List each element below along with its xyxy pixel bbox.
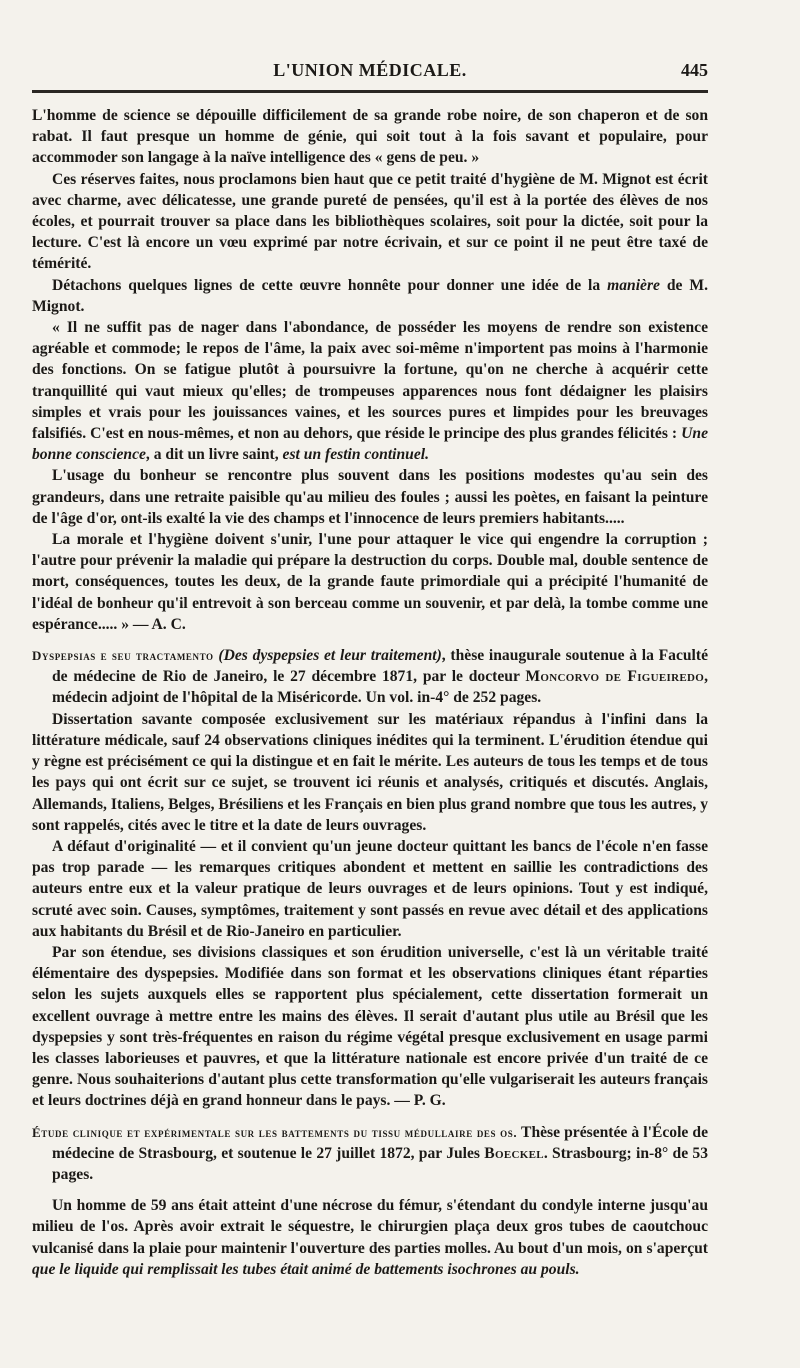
text: Détachons quelques lignes de cette œuvre honnête pour donner une idée de la [52,276,601,294]
text: , a dit un livre saint, [145,446,279,464]
review-title: Étude clinique et expérimentale sur les battements du tissu médullaire des os. [32,1124,518,1140]
review-heading [32,645,708,709]
paragraph: Ces réserves faites, nous proclamons bien haut que ce petit traité d'hygiène de M. Mignot est écrit avec charme, avec délicatesse, une grande pureté de pensées, qu'il est à la portée des élèves de nos écoles, et pourrait trouver sa place dans les bibliothèques scolaires, soit pour la dictée, soit pour la lecture. C'est là encore un vœu exprimé par notre écrivain, et sur ce point il ne peut être taxé de témérité. [32,170,708,273]
review-author: Moncorvo de Figueiredo [525,668,705,686]
page-number: 445 [681,60,708,80]
page-body [32,105,708,1280]
review-heading [32,1122,708,1186]
paragraph: Par son étendue, ses divisions classiques et son érudition universelle, c'est là un véritable traité élémentaire des dyspepsies. Modifiée dans son format et les observations cliniques étant réparties selon les sujets auxquels elles se rapportent plus spécialement, cette dissertation formerait un excellent ouvrage à mettre entre les mains des élèves. Il serait d'autant plus utile au Brésil que les dyspepsies y sont très-fréquentes en raison du régime végétal presque exclusivement en usage parmi les classes laborieuses et pauvres, et que la littérature nationale est encore privée d'un traité de ce genre. Nous souhaiterions d'autant plus cette transformation qu'elle vulgariserait les auteurs français et leurs doctrines déjà en grand honneur dans le pays. — P. G. [32,943,708,1110]
italic-text: est un festin continuel. [282,446,429,464]
text: . Strasbourg; in-8° de 53 pages. [52,1144,708,1183]
quotation-paragraph: L'usage du bonheur se rencontre plus souvent dans les positions modestes qu'au sein des grandeurs, dans une retraite paisible qu'au milieu des foules ; aussi les poètes, en faisant la peinture de l'âge d'or, ont-ils exalté la vie des champs et l'innocence de leurs premiers habitants..... [32,467,708,527]
text: Un homme de 59 ans était atteint d'une nécrose du fémur, s'étendant du condyle interne jusqu'au milieu de l'os. Après avoir extrait le séquestre, le chirurgien plaça deux gros tubes de caoutchouc vulcanisé dans la plaie pour maintenir l'ouverture des parties molles. Au bout d'un mois, on s'aperçut [32,1197,708,1257]
text: Thèse présentée à l'École de médecine de Strasbourg, et soutenue le 27 juillet 1872, par Jules [52,1123,708,1162]
italic-text: que le liquide qui remplissait les tubes était animé de battements isochrones au pouls. [32,1260,580,1278]
text: , thèse inaugurale soutenue à la Faculté de médecine de Rio de Janeiro, le 27 décembre 1871, par le docteur [52,647,708,686]
paragraph: A défaut d'originalité — et il convient qu'un jeune docteur quittant les bancs de l'école n'en fasse pas trop parade — les remarques critiques abondent et mettent en saillie les contradictions des auteurs entre eux et la valeur pratique de leurs ouvrages et de leurs opinions. Tout y est indiqué, scruté avec soin. Causes, symptômes, traitement y sont passés en revue avec détail et des applications aux habitants du Brésil et de Rio-Janeiro en particulier. [32,837,708,940]
quotation-paragraph: La morale et l'hygiène doivent s'unir, l'une pour attaquer le vice qui engendre la corruption ; l'autre pour prévenir la maladie qui prépare la destruction du corps. Double mal, double sentence de mort, conséquences, toutes les deux, de la grande faute primordiale qui a précipité l'humanité de l'idéal de bonheur qu'il entrevoit à son berceau comme un souvenir, et par delà, la tombe comme une espérance..... » — A. C. [32,531,708,633]
running-title: L'UNION MÉDICALE. [273,60,467,80]
paragraph [32,275,708,317]
review-title-translation: (Des dyspepsies et leur traitement) [218,647,442,665]
quotation-paragraph [32,317,708,465]
italic-text: manière [607,276,660,294]
paragraph [32,1195,708,1280]
paragraph: L'homme de science se dépouille difficilement de sa grande robe noire, de son chaperon et de son rabat. Il faut presque un homme de génie, qui soit tout à la fois savant et populaire, pour accommoder son langage à la naïve intelligence des « gens de peu. » [32,107,708,167]
review-author: Boeckel [484,1144,544,1162]
text: « Il ne suffit pas de nager dans l'abondance, de posséder les moyens de rendre son existence agréable et commode; le repos de l'âme, la paix avec soi-même n'importent pas moins à l'harmonie des fonctions. On se fatigue plutôt à poursuivre la fortune, qu'on ne cherche à acquérir cette tranquillité qui vaut mieux qu'elles; de trompeuses apparences nous font dédaigner les plaisirs simples et vrais pour les jouissances vaines, et les sources pures et limpides pour les breuvages falsifiés. C'est en nous-mêmes, et non au dehors, que réside le principe des plus grandes félicités : [32,319,708,443]
spacer [32,1185,708,1195]
text: de M. Mignot. [32,276,708,315]
italic-text: Une bonne conscience [32,425,708,464]
page-header [32,52,708,93]
text: , médecin adjoint de l'hôpital de la Miséricorde. Un vol. in-4° de 252 pages. [52,668,709,707]
paragraph: Dissertation savante composée exclusivement sur les matériaux répandus à l'infini dans la littérature médicale, sauf 24 observations cliniques inédites qui la terminent. L'érudition étendue qui y règne est précisément ce qui la distingue et en fait le mérite. Les auteurs de tous les temps et de tous les pays qui ont écrit sur ce sujet, se trouvent ici réunis et analysés, critiqués et discutés. Anglais, Allemands, Italiens, Belges, Brésiliens et les Français en bien plus grand nombre que tous les autres, y sont rappelés, cités avec le titre et la date de leurs ouvrages. [32,710,708,834]
review-title: Dyspepsias e seu tractamento [32,648,214,664]
